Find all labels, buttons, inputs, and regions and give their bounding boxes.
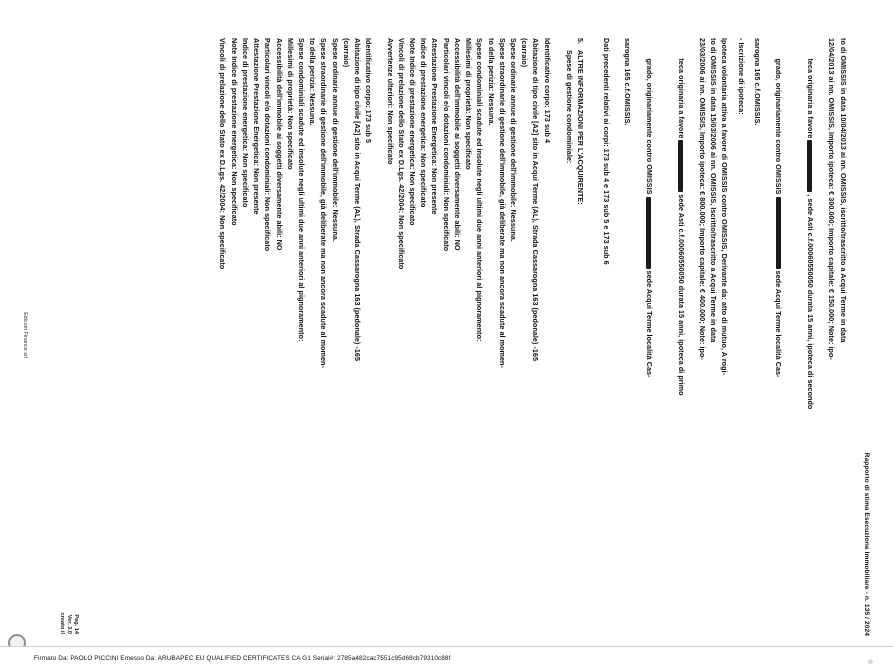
corpo-line: Indice di prestazione energetica: Non specificato bbox=[240, 38, 250, 208]
redaction-bar bbox=[807, 140, 812, 192]
corpo-line: Attestazione Prestazione Energetica: Non presente bbox=[430, 38, 440, 215]
corpo-line: to della perizia: Nessuna. bbox=[486, 38, 496, 126]
redaction-bar bbox=[678, 140, 683, 192]
paragraph-text-before: teca originaria a favore bbox=[676, 58, 686, 139]
corpo-line: Spese ordinarie annue di gestione dell'immobile: Nessuna. bbox=[330, 38, 340, 242]
page-corner-mark-icon bbox=[868, 659, 873, 664]
corpo-line: Vincoli di prelazione dello Stato ex D.Lgs. 42/2004: Non specificato bbox=[218, 38, 228, 270]
page-version: Ver. 3.0 bbox=[65, 614, 72, 634]
dati-precedenti-line: Dati precedenti relativi ai corpi: 173 sub 4 e 173 sub 5 e 173 sub 6 bbox=[602, 38, 612, 265]
ipoteca-paragraph-block bbox=[622, 38, 729, 636]
corpo-line: Avvertenze ulteriori: Non specificato bbox=[385, 38, 395, 165]
corpo-173-sub-4-block bbox=[384, 38, 551, 636]
page-footer bbox=[58, 613, 79, 634]
corpo-line: Note Indice di prestazione energetica: Non specificato bbox=[229, 38, 239, 226]
corpo-line: Accessibilità dell'immobile ai soggetti diversamente abili: NO bbox=[452, 38, 462, 251]
section-body bbox=[563, 50, 585, 205]
paragraph-text-before: grado, originariamente contro OMISSIS bbox=[644, 58, 654, 195]
corpo-line: Accessibilità dell'immobile ai soggetti diversamente abili: NO bbox=[274, 38, 284, 251]
digital-signature-bar: Firmato Da: PAOLO PICCINI Emesso Da: ARUBAPEC EU QUALIFIED CERTIFICATES CA G1 Serial#: 2785a482cac7551c95d68cb79310c88f bbox=[0, 646, 893, 670]
paragraph-line: to di OMISSIS in data 15/03/2006 ai nn. OMISSIS, Iscritto/trascritto a Acqui Terme in data bbox=[709, 38, 719, 343]
corpo-line: Particolari vincoli e/o dotazioni condominiali: Non specificato bbox=[441, 38, 451, 252]
corpo-line: to della perizia: Nessuna. bbox=[308, 38, 318, 126]
corpo-line: Particolari vincoli e/o dotazioni condominiali: Non specificato bbox=[263, 38, 273, 252]
corpo-line: Spese ordinarie annue di gestione dell'immobile: Nessuna. bbox=[508, 38, 518, 242]
corpo-line: Indice di prestazione energetica: Non specificato bbox=[419, 38, 429, 208]
corpo-line: (carraio) bbox=[520, 38, 530, 68]
corpo-line: Spese straordinarie di gestione dell'immobile, già deliberate ma non ancora scadute al momen- bbox=[497, 38, 507, 368]
paragraph-text-after: sede Acqui Terme località Cas- bbox=[774, 270, 784, 378]
corpo-line: Note Indice di prestazione energetica: Non specificato bbox=[407, 38, 417, 226]
paragraph-text-before: grado, originariamente contro OMISSIS bbox=[774, 58, 784, 195]
corpo-line: Millesimi di proprietà: Non specificato bbox=[464, 38, 474, 170]
paragraph-line-redacted bbox=[795, 38, 826, 636]
corpo-line: Spese condominiali scadute ed insolute negli ultimi due anni anteriori al pignoramento: bbox=[475, 38, 485, 342]
paragraph-line-redacted bbox=[633, 38, 664, 636]
paragraph-line-redacted bbox=[665, 38, 696, 636]
redaction-bar bbox=[646, 197, 651, 269]
paragraph-line: 23/03/2006 ai nn. OMISSIS, Importo ipoteca: € 800.000; Importo capitale: € 400.000; Note: ipo- bbox=[698, 38, 708, 360]
paragraph-text-after: , sede Asti c.f.00060550050 durata 15 anni, ipoteca di secondo bbox=[805, 194, 815, 410]
section-altre-informazioni bbox=[563, 38, 585, 636]
top-paragraph-block bbox=[752, 38, 848, 636]
paragraph-text-after: sede Acqui Terme località Cas- bbox=[644, 270, 654, 378]
corpo-line: Spese straordinarie di gestione dell'immobile, già deliberate ma non ancora scadute al momen- bbox=[319, 38, 329, 368]
corpo-line: Identificativo corpo: 173 sub 5 bbox=[364, 38, 374, 143]
section-subtitle: Spese di gestione condominiale: bbox=[564, 50, 574, 164]
document-header: Rapporto di stima Esecuzione Immobiliare - n. 135 / 2024 bbox=[863, 452, 870, 636]
section-title: ALTRE INFORMAZIONI PER L'ACQUIRENTE: bbox=[576, 50, 586, 205]
section-number: 5. bbox=[576, 38, 586, 44]
paragraph-line: 12/04/2013 ai nn. OMISSIS, Importo ipoteca: € 300.000; Importo capitale: € 150.000; Note: ipo- bbox=[827, 38, 837, 360]
corpo-line: Attestazione Prestazione Energetica: Non presente bbox=[252, 38, 262, 215]
paragraph-line-redacted bbox=[763, 38, 794, 636]
paragraph-line: sarogna 165 c.f.OMISSIS. bbox=[752, 38, 762, 126]
corpo-line: Spese condominiali scadute ed insolute negli ultimi due anni anteriori al pignoramento: bbox=[297, 38, 307, 342]
page-number: Pag. 14 bbox=[72, 614, 79, 634]
corpo-line: Identificativo corpo: 173 sub 4 bbox=[542, 38, 552, 143]
corpo-line: Millesimi di proprietà: Non specificato bbox=[285, 38, 295, 170]
paragraph-text-before: teca originaria a favore bbox=[805, 58, 815, 139]
corpo-173-sub-5-block bbox=[217, 38, 373, 636]
paragraph-line: Ipoteca volontaria attiva a favore di OMISSIS contro OMISSIS, Derivante da: atto di mutuo, A rogi- bbox=[720, 38, 730, 376]
corpo-line: Abitazione di tipo civile [A2] sito in Acqui Terme (AL), Strada Cassarogna 163 (pedonale) -165 bbox=[531, 38, 541, 362]
corpo-line: Vincoli di prelazione dello Stato ex D.Lgs. 42/2004: Non specificato bbox=[396, 38, 406, 270]
corpo-line: Abitazione di tipo civile [A2] sito in Acqui Terme (AL), Strada Cassarogna 163 (pedonale) -165 bbox=[353, 38, 363, 362]
paragraph-line: to di OMISSIS in data 10/04/2013 ai nn. OMISSIS, iscritto/trascritto a Acqui Terme in data bbox=[838, 38, 848, 343]
page-created: creato il bbox=[58, 612, 65, 634]
edicom-footer: Edicom Finance srl bbox=[21, 312, 28, 358]
paragraph-line: sarogna 165 c.f.OMISSIS. bbox=[623, 38, 633, 126]
paragraph-text-after: sede Asti c.f.00060550050 durata 15 anni, ipoteca di primo bbox=[676, 194, 686, 396]
redaction-bar bbox=[776, 197, 781, 269]
corpo-line: (carraio) bbox=[341, 38, 351, 68]
iscrizione-ipoteca-subtitle: - Iscrizione di ipoteca: bbox=[736, 38, 746, 115]
